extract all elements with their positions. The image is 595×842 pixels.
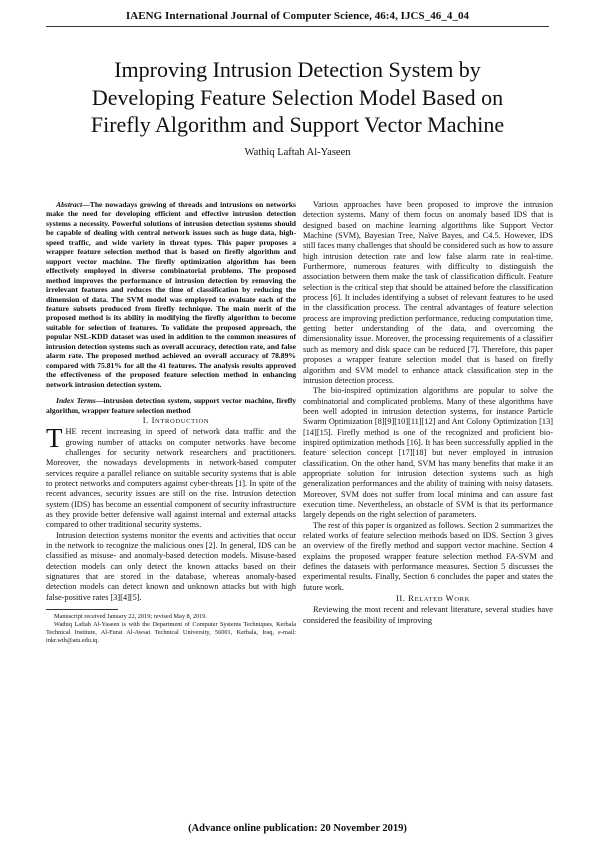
right-paragraph-2: The bio-inspired optimization algorithms are popular to solve the combinatorial and complicated problems. Many of these algorithms have been well adopted in intrusion detection systems, for instance Particle Swarm Optimization [8][9][10][11][12] and Ant Colony Optimization [13][14][15]. Firefly method is one of the recognized and proficient bio-inspired optimization methods [16]. It has been successfully applied in the feature selection concept [17][18] but never employed in intrusion classification. On the other hand, SVM has many benefits that make it an appropriate solution for intrusion detection systems such as high generalization performances and the ability of training with noisy datasets. Moreover, SVM does not suffer from local minima and can assure fast execution time. Nevertheless, an obstacle of SVM is that its performance largely depends on the right selection of parameters. (303, 386, 553, 520)
abstract-lead: Abstract (56, 200, 83, 209)
author-name: Wathiq Laftah Al-Yaseen (244, 147, 351, 158)
section2-cap1: R (408, 593, 415, 604)
intro-paragraph-1 (46, 423, 296, 530)
related-paragraph-1: Reviewing the most recent and relevant literature, several studies have considered the feasibility of improving (303, 605, 553, 625)
section1-rest: NTRODUCTION (155, 417, 210, 425)
intro-paragraph-2: Intrusion detection systems monitor the events and activities that occur in the network to recognize the malicious ones [2]. In general, IDS can be classified as misuse- and anomaly-based detection models. Misuse-based detection models can only detect the known attacks based on their signatures that are stored in the database, whereas anomaly-based detection models can detect known and unknown attacks but with high false-positive rates [3][4][5]. (46, 530, 296, 602)
section1-cap: I (151, 414, 156, 425)
index-terms (46, 396, 296, 415)
section2-numeral: II. (395, 593, 406, 604)
intro-paragraph-1-text: HE recent increasing in speed of network data traffic and the growing number of attacks on computer networks have become challenges for security network researchers and practitioners. Moreover, the nowadays developments in network-based computer services require a parallel reliance on suitable security systems that is able to protect networks and computers against cyber-threats [1]. In spite of the recent advances, security issues are still on the rise. Intrusion detection system (IDS) has become an essential component of security infrastructure as they provide better defensive wall against internal and external attacks compared to other traditional security systems. (46, 427, 296, 530)
section2-cap2: W (445, 593, 455, 604)
index-terms-lead: Index Terms (56, 396, 96, 406)
paper-title (40, 56, 555, 139)
right-column (303, 200, 553, 626)
abstract-text: —The nowadays growing of threads and intrusions on networks make the need for developing efficient and effective intrusion detection systems a necessity. Powerful solutions of intrusion detection systems should be capable of dealing with central network issues such as huge data, high-speed traffic, and wide variety in threat types. This paper proposes a wrapper feature selection method that is based on firefly algorithm and support vector machine. The firefly optimization algorithm has been effectively employed in diverse combinatorial problems. The proposed method improves the performance of intrusion detection by removing the irrelevant features and reduces the time of classification by reducing the dimension of data. The SVM model was employed to evaluate each of the feature subsets produced from firefly technique. The main merit of the proposed method is its ability in modifying the firefly algorithm to become suitable for selection of features. To validate the proposed approach, the popular NSL-KDD dataset was used in addition to the common measures of intrusion detection systems such as overall accuracy, detection rate, and false alarm rate. The proposed method achieved an overall accuracy of 78.89% compared with 75.81% for all the 41 features. The analysis results approved the effectiveness of the proposed feature selection method in enhancing network intrusion detection system. (46, 200, 296, 389)
drop-cap: T (46, 423, 63, 454)
index-terms-text: —intrusion detection system, support vector machine, firefly algorithm, wrapper feature selection method (46, 396, 297, 415)
left-column (46, 200, 296, 645)
section-heading-related-work (303, 593, 553, 605)
footnote-rule (46, 609, 118, 610)
section2-rest1: ELATED (414, 596, 444, 604)
publication-footer: (Advance online publication: 20 November 2019) (188, 823, 407, 834)
journal-header: IAENG International Journal of Computer Science, 46:4, IJCS_46_4_04 (125, 10, 470, 22)
right-paragraph-1: Various approaches have been proposed to improve the intrusion detection systems. Many of them focus on anomaly based IDS that is designed based on machine learning algorithms like Support Vector Machine (SVM), Bayesian Tree, Naïve Bayes, and C4.5. However, IDS still faces many challenges that should be considered such as how to assure high intrusion detection rate and low false alarm rate in real-time. Furthermore, numerous features with difficulty to distinguish the association between them make the task of classification difficult. Feature selection is the critical step that should be attained before the classification process [6]. It includes identifying a subset of relevant features to be used in the classification process. The central advantages of feature selection process are improving prediction performance, reducing computation time, getting better understanding of the data, and overcoming the dimensionality issue. Moreover, the processing requirements of a classifier such as memory and disk space can be reduced [7]. Therefore, this paper proposes a wrapper feature selection model that is based on firefly algorithm and SVM model to enhance attack classification step in the intrusion detection process. (303, 200, 553, 385)
title-line-2: Developing Feature Selection Model Based on (91, 84, 504, 110)
footnote-received: Manuscript received January 22, 2019; revised May 8, 2019. (54, 613, 208, 621)
right-paragraph-3: The rest of this paper is organized as follows. Section 2 summarizes the related works of feature selection methods based on IDS. Section 3 gives an overview of the firefly method and support vector machine. Section 4 explains the proposed wrapper feature selection method FA-SVM and defines the datasets with performance measures. Section 5 discusses the experimental results. Finally, Section 6 concludes the paper and states the future work. (303, 520, 553, 592)
footnote-affiliation: Wathiq Laftah Al-Yaseen is with the Department of Computer Systems Techniques, Kerbala Technical Institute, Al-Furat Al-Awsat Technical University, 56001, Kerbala, Iraq, e-mail: inkr.wth@atu.edu.iq. (46, 621, 296, 644)
title-line-1: Improving Intrusion Detection System by (114, 57, 481, 82)
abstract (46, 200, 296, 389)
section1-numeral: I. (142, 414, 149, 425)
section2-rest2: ORK (454, 596, 471, 604)
section-heading-introduction (46, 415, 296, 427)
title-line-3: Firefly Algorithm and Support Vector Machine (90, 112, 505, 137)
header-rule (46, 26, 549, 27)
